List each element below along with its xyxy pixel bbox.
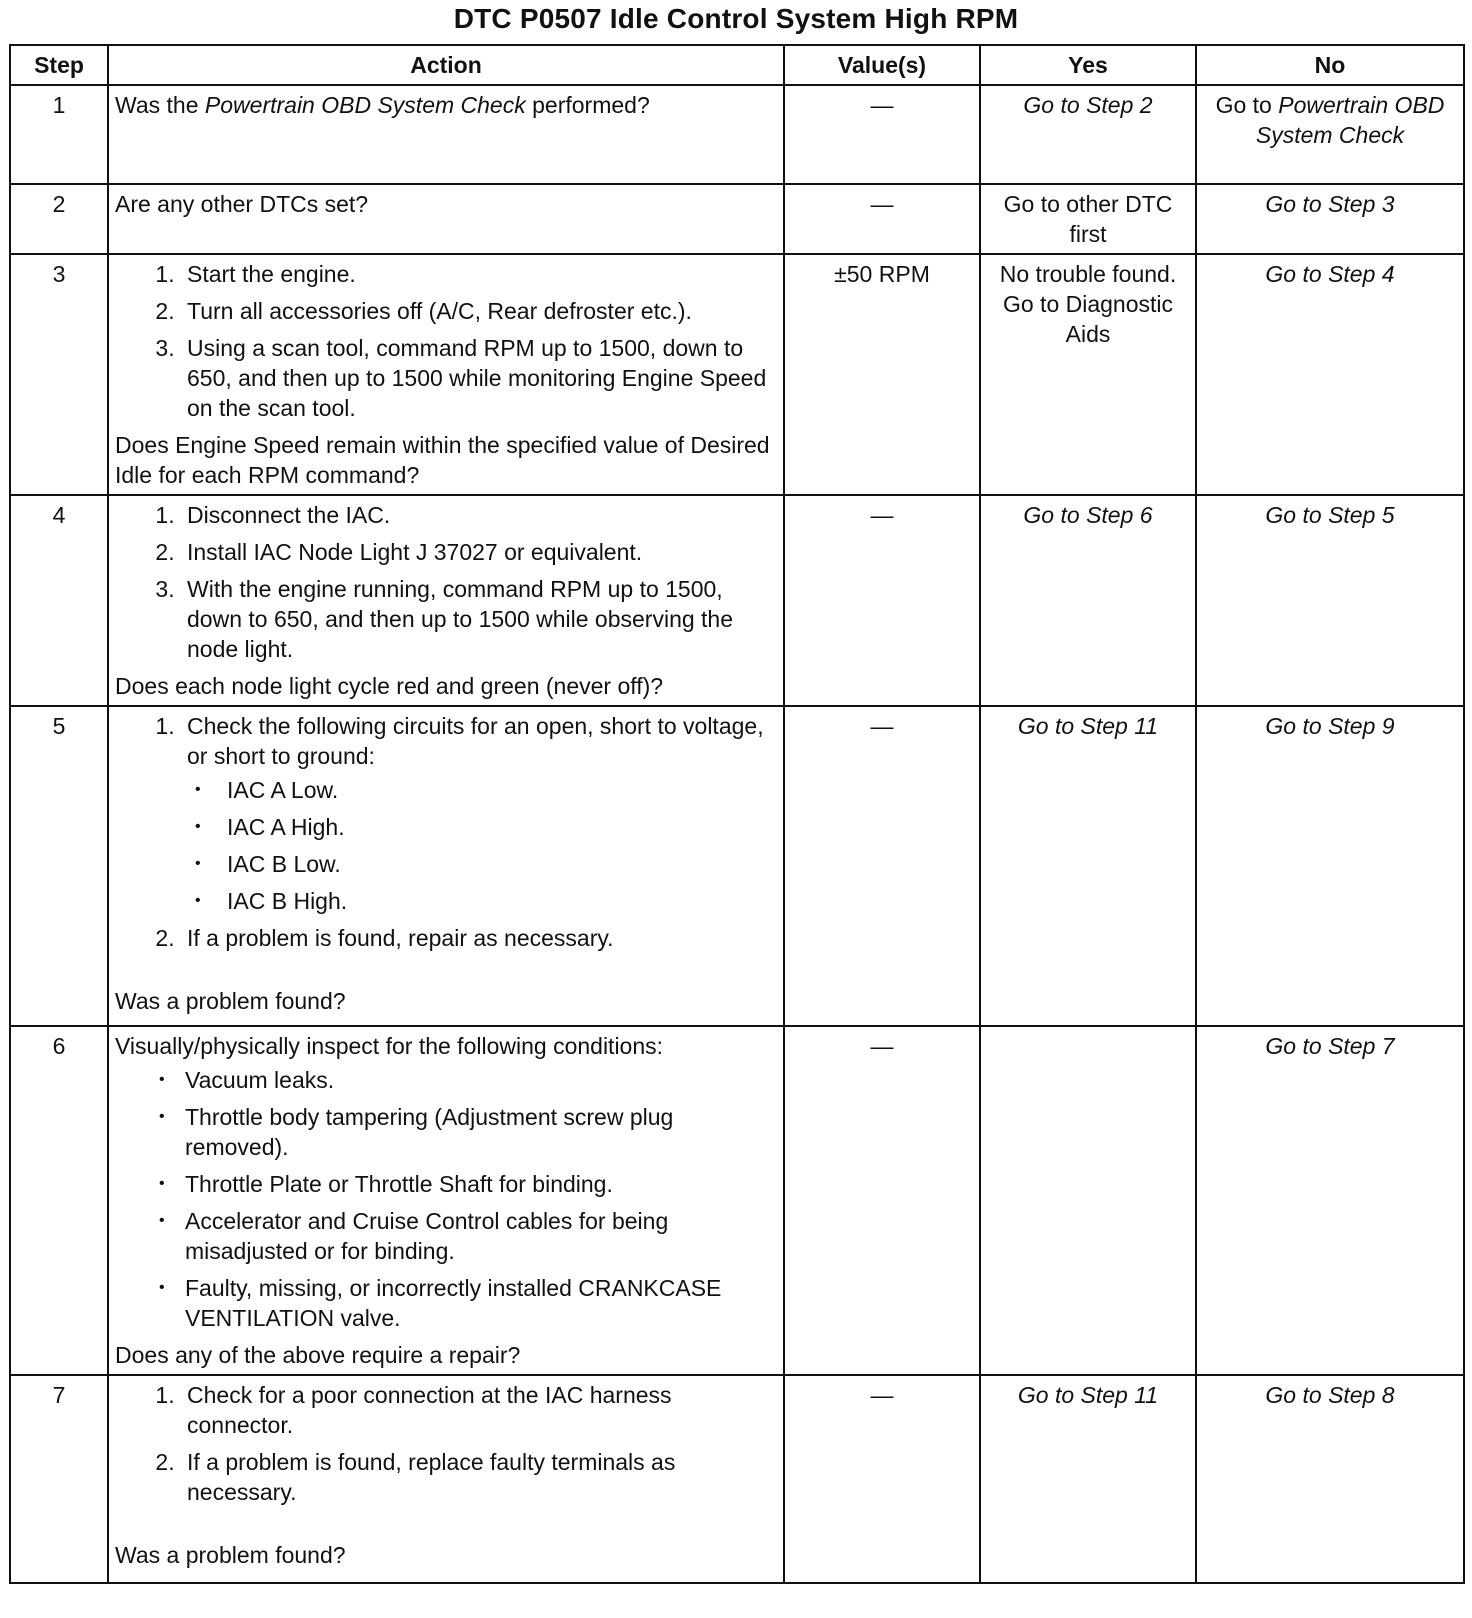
action-question: Does each node light cycle red and green (never off)?	[115, 673, 664, 699]
header-row	[10, 45, 1464, 85]
value-cell: —	[784, 706, 980, 1026]
yes-goto[interactable]: No trouble found. Go to Diagnostic Aids	[980, 254, 1196, 495]
page-title: DTC P0507 Idle Control System High RPM	[453, 3, 1019, 34]
action-cell	[108, 254, 784, 495]
yes-goto	[980, 1026, 1196, 1375]
header-step: Step	[10, 45, 108, 85]
action-text: Was the	[115, 92, 205, 118]
no-cell	[1196, 85, 1464, 184]
obd-check-link[interactable]: Powertrain OBD System Check	[204, 92, 526, 118]
value-cell: —	[784, 1375, 980, 1583]
header-yes: Yes	[980, 45, 1196, 85]
yes-goto[interactable]: Go to Step 11	[980, 1375, 1196, 1583]
action-step: 2. If a problem is found, repair as necessary.	[181, 923, 777, 953]
action-steps	[115, 1380, 777, 1507]
condition-item: • Throttle Plate or Throttle Shaft for binding.	[185, 1169, 777, 1199]
step-number: 3	[10, 254, 108, 495]
yes-goto[interactable]: Go to other DTC first	[980, 184, 1196, 254]
action-step: 3. With the engine running, command RPM up to 1500, down to 650, and then up to 1500 while observing the node light.	[181, 574, 777, 664]
diagnostic-table	[9, 44, 1465, 1584]
circuit-item: • IAC B Low.	[221, 849, 777, 879]
action-step: 1. Check for a poor connection at the IAC harness connector.	[181, 1380, 777, 1440]
value-cell: —	[784, 85, 980, 184]
circuit-list	[187, 775, 777, 916]
action-step-text: Check the following circuits for an open, short to voltage, or short to ground:	[187, 713, 764, 769]
yes-goto[interactable]: Go to Step 11	[980, 706, 1196, 1026]
action-question: Does any of the above require a repair?	[115, 1342, 521, 1368]
step-number: 6	[10, 1026, 108, 1375]
value-cell: —	[784, 184, 980, 254]
table-row	[10, 85, 1464, 184]
circuit-item: • IAC A High.	[221, 812, 777, 842]
step-number: 5	[10, 706, 108, 1026]
yes-goto[interactable]: Go to Step 2	[980, 85, 1196, 184]
table-row	[10, 1375, 1464, 1583]
header-action: Action	[108, 45, 784, 85]
action-cell	[108, 495, 784, 706]
circuit-item: • IAC A Low.	[221, 775, 777, 805]
condition-item: • Faulty, missing, or incorrectly installed CRANKCASE VENTILATION valve.	[185, 1273, 777, 1333]
step-number: 7	[10, 1375, 108, 1583]
action-cell	[108, 85, 784, 184]
condition-item: • Accelerator and Cruise Control cables for being misadjusted or for binding.	[185, 1206, 777, 1266]
obd-check-link[interactable]: Powertrain OBD System Check	[1255, 92, 1445, 148]
value-cell: —	[784, 1026, 980, 1375]
step-number: 4	[10, 495, 108, 706]
action-question: Are any other DTCs set?	[108, 184, 784, 254]
action-cell	[108, 706, 784, 1026]
header-value: Value(s)	[784, 45, 980, 85]
action-step: 3. Using a scan tool, command RPM up to 1500, down to 650, and then up to 1500 while monitoring Engine Speed on the scan tool.	[181, 333, 777, 423]
table-row	[10, 1026, 1464, 1375]
action-steps	[115, 500, 777, 664]
condition-item: • Vacuum leaks.	[185, 1065, 777, 1095]
action-steps	[115, 259, 777, 423]
value-cell: —	[784, 495, 980, 706]
action-step: 1. Disconnect the IAC.	[181, 500, 777, 530]
action-step: 1. Start the engine.	[181, 259, 777, 289]
no-goto[interactable]: Go to Step 3	[1196, 184, 1464, 254]
step-number: 2	[10, 184, 108, 254]
action-steps	[115, 711, 777, 953]
table-row	[10, 706, 1464, 1026]
action-cell	[108, 1375, 784, 1583]
no-goto[interactable]: Go to Step 7	[1196, 1026, 1464, 1375]
no-goto[interactable]: Go to Step 4	[1196, 254, 1464, 495]
action-intro: Visually/physically inspect for the following conditions:	[115, 1033, 664, 1059]
yes-goto[interactable]: Go to Step 6	[980, 495, 1196, 706]
table-row	[10, 495, 1464, 706]
action-step: 2. If a problem is found, replace faulty terminals as necessary.	[181, 1447, 777, 1507]
action-step: 2. Turn all accessories off (A/C, Rear defroster etc.).	[181, 296, 777, 326]
action-step: 2. Install IAC Node Light J 37027 or equivalent.	[181, 537, 777, 567]
step-number: 1	[10, 85, 108, 184]
action-text: performed?	[525, 92, 650, 118]
no-goto[interactable]: Go to Step 5	[1196, 495, 1464, 706]
action-question: Was a problem found?	[115, 988, 346, 1014]
value-cell: ±50 RPM	[784, 254, 980, 495]
circuit-item: • IAC B High.	[221, 886, 777, 916]
table-row	[10, 254, 1464, 495]
action-step	[181, 711, 777, 916]
header-no: No	[1196, 45, 1464, 85]
no-text: Go to	[1215, 92, 1279, 118]
table-row	[10, 184, 1464, 254]
condition-item: • Throttle body tampering (Adjustment screw plug removed).	[185, 1102, 777, 1162]
no-goto[interactable]: Go to Step 8	[1196, 1375, 1464, 1583]
condition-list	[115, 1065, 777, 1333]
no-goto[interactable]: Go to Step 9	[1196, 706, 1464, 1026]
action-cell	[108, 1026, 784, 1375]
action-question: Was a problem found?	[115, 1542, 346, 1568]
action-question: Does Engine Speed remain within the specified value of Desired Idle for each RPM command?	[115, 432, 770, 488]
